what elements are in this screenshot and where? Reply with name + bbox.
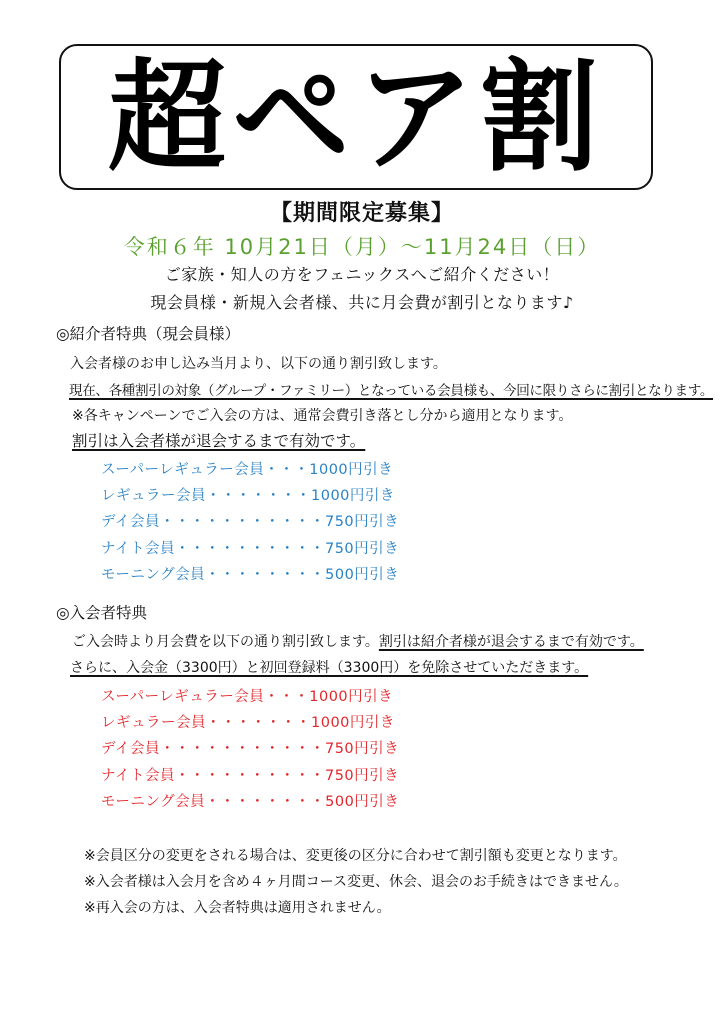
title-frame bbox=[59, 44, 653, 190]
newmember-line-1b: 割引は紹介者様が退会するまで有効です。 bbox=[378, 634, 644, 650]
campaign-period: 令和６年 10月21日（月）～11月24日（日） bbox=[123, 235, 601, 259]
referrer-rate-night: ナイト会員・・・・・・・・・・750円引き bbox=[101, 541, 400, 557]
note-2: ※入会者様は入会月を含め４ヶ月間コース変更、休会、退会のお手続きはできません。 bbox=[84, 874, 628, 890]
referrer-line-2: 現在、各種割引の対象（グループ・ファミリー）となっている会員様も、今回に限りさらに割引となります。 bbox=[69, 383, 714, 399]
newmember-rate-regular: レギュラー会員・・・・・・・1000円引き bbox=[101, 715, 395, 731]
newmember-heading: ◎入会者特典 bbox=[56, 604, 148, 622]
intro-line-1: ご家族・知人の方をフェニックスへご紹介ください！ bbox=[164, 265, 560, 284]
referrer-rate-regular: レギュラー会員・・・・・・・1000円引き bbox=[101, 488, 395, 504]
note-1: ※会員区分の変更をされる場合は、変更後の区分に合わせて割引額も変更となります。 bbox=[84, 848, 627, 864]
referrer-line-1: 入会者様のお申し込み当月より、以下の通り割引致します。 bbox=[70, 356, 447, 372]
referrer-rate-super-regular: スーパーレギュラー会員・・・1000円引き bbox=[101, 462, 394, 478]
newmember-line-1a: ご入会時より月会費を以下の通り割引致します。 bbox=[72, 634, 379, 650]
intro-line-2: 現会員様・新規入会者様、共に月会費が割引となります♪ bbox=[150, 293, 574, 312]
referrer-rate-day: デイ会員・・・・・・・・・・・750円引き bbox=[101, 514, 400, 530]
referrer-rate-morning: モーニング会員・・・・・・・・500円引き bbox=[101, 567, 400, 583]
newmember-line-2: さらに、入会金（3300円）と初回登録料（3300円）を免除させていただきます。 bbox=[70, 660, 589, 676]
referrer-heading: ◎紹介者特典（現会員様） bbox=[56, 325, 241, 343]
referrer-line-4: 割引は入会者様が退会するまで有効です。 bbox=[72, 432, 366, 450]
newmember-line-1 bbox=[72, 631, 644, 651]
newmember-rate-morning: モーニング会員・・・・・・・・500円引き bbox=[101, 794, 400, 810]
newmember-rate-super-regular: スーパーレギュラー会員・・・1000円引き bbox=[101, 689, 394, 705]
recruitment-label: 【期間限定募集】 bbox=[269, 201, 454, 226]
newmember-rate-night: ナイト会員・・・・・・・・・・750円引き bbox=[101, 768, 400, 784]
page-title: 超ペア割 bbox=[107, 46, 604, 188]
referrer-line-3: ※各キャンペーンでご入会の方は、通常会費引き落とし分から適用となります。 bbox=[72, 408, 573, 424]
note-3: ※再入会の方は、入会者特典は適用されません。 bbox=[84, 900, 391, 916]
newmember-rate-day: デイ会員・・・・・・・・・・・750円引き bbox=[101, 741, 400, 757]
